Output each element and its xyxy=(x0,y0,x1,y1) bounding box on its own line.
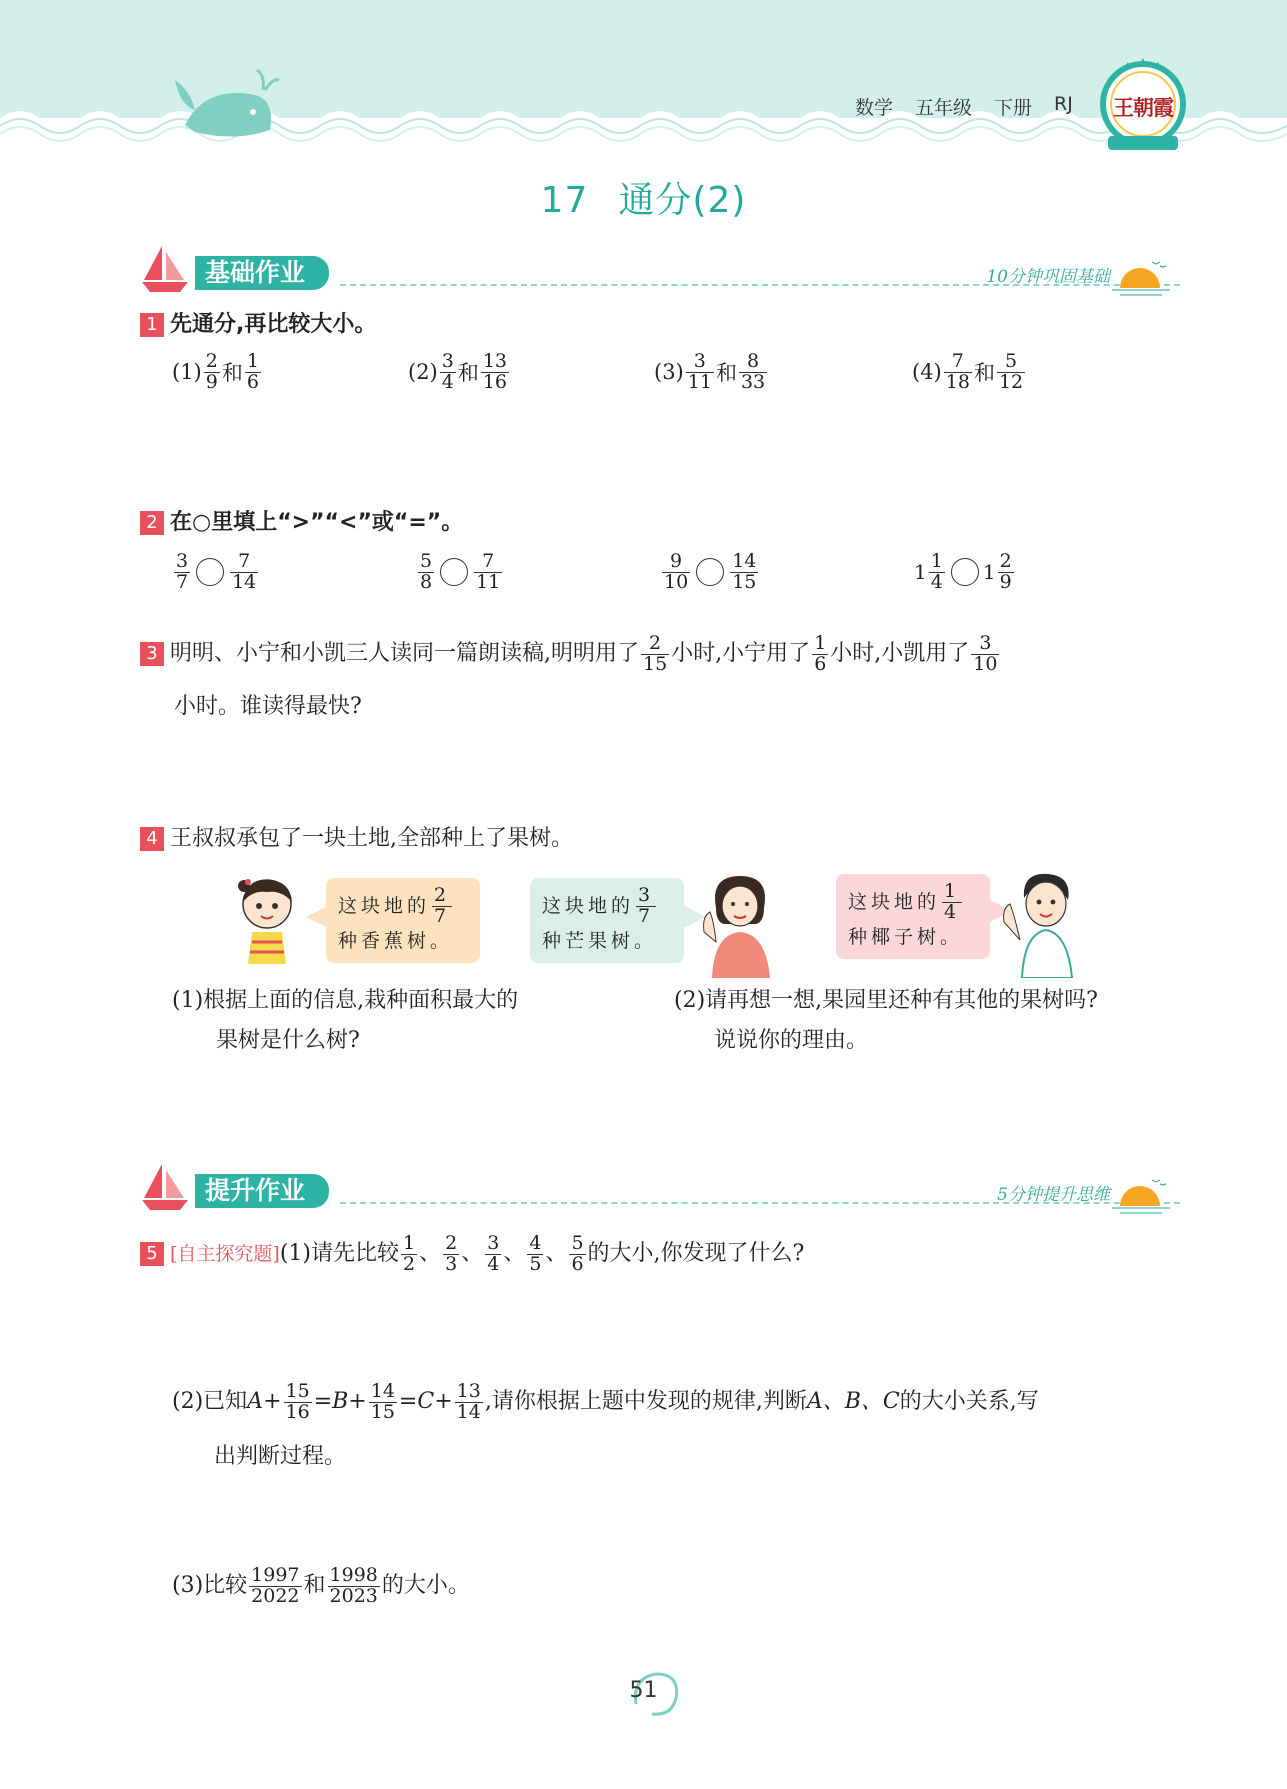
sailboat-icon xyxy=(140,244,190,294)
variable: B xyxy=(332,1389,349,1415)
section-label-advanced: 提升作业 xyxy=(195,1174,329,1208)
q2-compare-1 xyxy=(172,552,260,593)
question-5-part-3 xyxy=(172,1566,470,1607)
speech-bubble-banana xyxy=(326,878,480,963)
question-text: (2)已知 xyxy=(172,1389,248,1415)
fraction: $\frac{13}{14}$ xyxy=(456,1380,481,1423)
brand-logo-text: 王朝霞 xyxy=(1113,95,1173,120)
bubble-pointer xyxy=(306,906,328,928)
operator: = xyxy=(398,1389,418,1415)
fraction: $\frac{2}{9}$ xyxy=(205,350,218,393)
question-4-sub1-line1: (1)根据上面的信息,栽种面积最大的 xyxy=(172,988,519,1013)
bubble-text: 种椰子树。 xyxy=(848,925,964,948)
question-4-sub1-line2: 果树是什么树? xyxy=(216,1028,360,1053)
q2-compare-2 xyxy=(416,552,504,593)
fraction: $\frac{7}{14}$ xyxy=(232,550,257,593)
question-number: 5 xyxy=(140,1242,164,1266)
fraction: $\frac{3}{7}$ xyxy=(638,884,655,927)
question-3-line-2: 小时。谁读得最快? xyxy=(174,694,362,719)
variable: C xyxy=(417,1389,435,1415)
fraction: $\frac{3}{4}$ xyxy=(487,1232,500,1275)
question-3-line-1 xyxy=(140,634,1001,675)
woman-illustration xyxy=(700,872,780,978)
fraction: $\frac{2}{7}$ xyxy=(434,884,451,927)
fraction: $\frac{1997}{2022}$ xyxy=(251,1564,300,1607)
answer-circle[interactable] xyxy=(440,558,468,586)
question-5-part-1 xyxy=(140,1234,804,1275)
separator: 、 xyxy=(545,1241,568,1267)
question-2-prompt xyxy=(140,510,463,537)
separator: 、 xyxy=(503,1241,526,1267)
fraction: $\frac{1998}{2023}$ xyxy=(329,1564,378,1607)
question-tag: [自主探究题] xyxy=(170,1243,280,1266)
lesson-name: 通分(2) xyxy=(618,180,747,221)
join-word: 和 xyxy=(973,361,995,386)
mixed-number: 1 $\frac{2}{9}$ xyxy=(982,550,1012,593)
fraction: $\frac{2}{3}$ xyxy=(445,1232,458,1275)
fraction: $\frac{2}{15}$ xyxy=(643,632,668,675)
bubble-text: 这块地的 xyxy=(338,895,431,918)
separator: 、 xyxy=(461,1241,484,1267)
q1-item-2 xyxy=(408,352,511,393)
fraction: $\frac{14}{15}$ xyxy=(370,1380,395,1423)
question-4-prompt xyxy=(140,826,573,853)
fraction: $\frac{5}{8}$ xyxy=(420,550,433,593)
fraction: $\frac{1}{6}$ xyxy=(246,350,259,393)
fraction: $\frac{5}{6}$ xyxy=(571,1232,584,1275)
sunset-icon xyxy=(1112,1176,1172,1216)
fraction: $\frac{14}{15}$ xyxy=(732,550,757,593)
question-text: 先通分,再比较大小。 xyxy=(170,312,377,337)
fraction: $\frac{13}{16}$ xyxy=(482,350,508,393)
question-text: 小时,小凯用了 xyxy=(830,641,970,667)
question-5-part-2-line-2: 出判断过程。 xyxy=(214,1444,347,1469)
join-word: 和 xyxy=(221,361,243,386)
join-word: 和 xyxy=(715,361,737,386)
variable-list: A、B、C xyxy=(806,1389,900,1415)
join-word: 和 xyxy=(303,1573,326,1599)
item-label: (2) xyxy=(408,360,438,385)
bubble-text: 种香蕉树。 xyxy=(338,929,454,952)
grade-label: 五年级 xyxy=(915,97,973,119)
join-word: 和 xyxy=(457,361,479,386)
volume-label: 下册 xyxy=(994,97,1033,119)
fraction: $\frac{1}{6}$ xyxy=(814,632,827,675)
q2-compare-3 xyxy=(660,552,760,593)
sunset-icon xyxy=(1112,258,1172,298)
q1-item-3 xyxy=(654,352,769,393)
question-text: 小时,小宁用了 xyxy=(671,641,811,667)
item-label: (4) xyxy=(912,360,942,385)
operator: + xyxy=(263,1389,282,1415)
header-book-info xyxy=(855,93,1073,120)
question-text: 的大小,你发现了什么? xyxy=(587,1241,805,1267)
fraction: $\frac{3}{10}$ xyxy=(973,632,998,675)
q2-compare-4 xyxy=(914,552,1016,593)
answer-circle[interactable] xyxy=(951,558,979,586)
bubble-text: 这块地的 xyxy=(542,895,635,918)
section-header-basic xyxy=(140,246,1180,306)
fraction: $\frac{3}{11}$ xyxy=(687,350,712,393)
mixed-number: 1 $\frac{1}{4}$ xyxy=(914,550,943,593)
question-4-sub2-line2: 说说你的理由。 xyxy=(714,1028,869,1053)
question-text: 的大小关系,写 xyxy=(899,1389,1039,1415)
lesson-title xyxy=(0,172,1287,223)
question-number: 4 xyxy=(140,827,164,851)
variable: A xyxy=(247,1389,264,1415)
question-text: ,请你根据上题中发现的规律,判断 xyxy=(484,1389,807,1415)
question-4-sub2-line1: (2)请再想一想,果园里还种有其他的果树吗? xyxy=(674,988,1098,1013)
speech-bubble-coconut xyxy=(836,874,990,959)
operator: = xyxy=(313,1389,333,1415)
fraction: $\frac{4}{5}$ xyxy=(529,1232,542,1275)
section-hint-basic: 10分钟巩固基础 xyxy=(986,267,1110,287)
question-1-prompt xyxy=(140,312,376,339)
question-number: 2 xyxy=(140,511,164,535)
header-wave-band xyxy=(0,0,1287,150)
edition-label: RJ xyxy=(1054,93,1073,115)
fraction: $\frac{1}{2}$ xyxy=(403,1232,416,1275)
lesson-number: 17 xyxy=(540,180,589,221)
section-header-advanced xyxy=(140,1164,1180,1224)
question-text: 的大小。 xyxy=(381,1573,470,1599)
fraction: $\frac{7}{18}$ xyxy=(945,350,970,393)
speech-bubble-mango xyxy=(530,878,684,963)
subject-label: 数学 xyxy=(855,97,894,119)
girl-illustration xyxy=(232,874,302,974)
fraction: $\frac{3}{4}$ xyxy=(441,350,454,393)
item-label: (1) xyxy=(172,360,202,385)
question-text: 明明、小宁和小凯三人读同一篇朗读稿,明明用了 xyxy=(170,641,639,667)
bubble-text: 种芒果树。 xyxy=(542,929,658,952)
fraction: $\frac{5}{12}$ xyxy=(998,350,1024,393)
question-text: (3)比较 xyxy=(172,1573,248,1599)
question-text: (1)请先比较 xyxy=(279,1241,399,1267)
question-text: 王叔叔承包了一块土地,全部种上了果树。 xyxy=(170,826,573,851)
q1-item-1 xyxy=(172,352,263,393)
operator: + xyxy=(348,1389,367,1415)
answer-circle[interactable] xyxy=(196,558,224,586)
question-number: 3 xyxy=(140,642,164,666)
fraction: $\frac{8}{33}$ xyxy=(740,350,766,393)
fraction: $\frac{9}{10}$ xyxy=(664,550,689,593)
sailboat-icon xyxy=(140,1162,190,1212)
answer-circle[interactable] xyxy=(696,558,724,586)
question-text: 在○里填上“>”“<”或“=”。 xyxy=(170,510,464,535)
fraction: $\frac{1}{4}$ xyxy=(944,880,961,923)
item-label: (3) xyxy=(654,360,684,385)
fraction: $\frac{3}{7}$ xyxy=(176,550,189,593)
bubble-text: 这块地的 xyxy=(848,891,941,914)
q1-item-4 xyxy=(912,352,1027,393)
page-number: 51 xyxy=(629,1678,658,1703)
question-5-part-2 xyxy=(172,1382,1039,1423)
boy-illustration xyxy=(1002,868,1082,978)
section-label-basic: 基础作业 xyxy=(195,256,329,290)
fraction: $\frac{7}{11}$ xyxy=(476,550,501,593)
fraction: $\frac{15}{16}$ xyxy=(285,1380,310,1423)
section-hint-advanced: 5分钟提升思维 xyxy=(997,1185,1110,1205)
operator: + xyxy=(434,1389,453,1415)
question-number: 1 xyxy=(140,313,164,337)
separator: 、 xyxy=(419,1241,442,1267)
